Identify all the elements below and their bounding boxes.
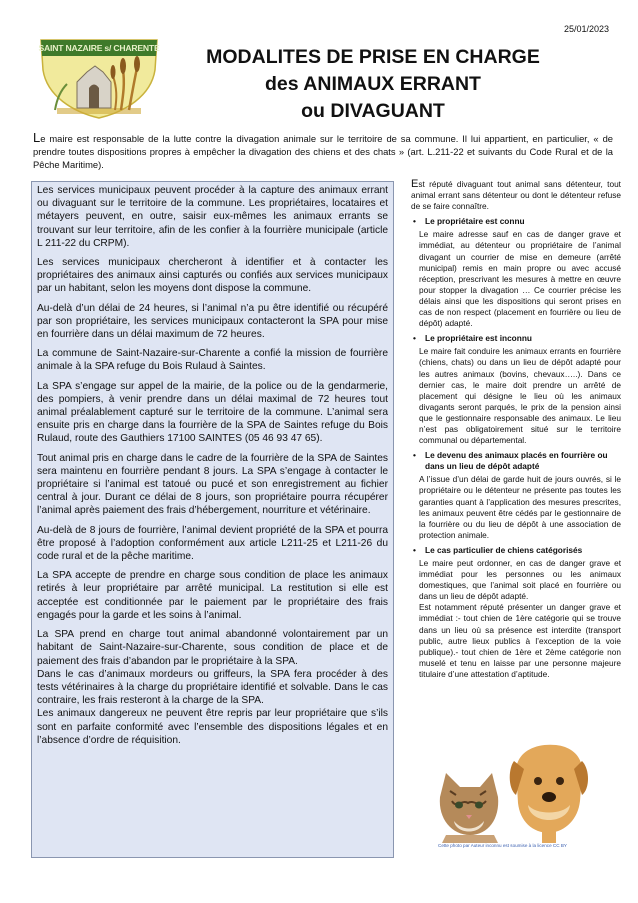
logo-text: SAINT NAZAIRE s/ CHARENTE [38, 43, 160, 53]
procedure-paragraph: Dans le cas d’animaux mordeurs ou griffeurs, la SPA fera procéder à des tests vétérinaires à la charge du propriétaire identifié et solvable. Dans le cas contraire, les frais resteront à la charge de la SPA. [37, 668, 388, 707]
bullet-icon: • [413, 333, 416, 344]
section-text: Le maire peut ordonner, en cas de danger grave et immédiat pour les personnes ou les animaux domestiques, que l’animal soit placé en fourrière ou dans un lieu de dépôt adapté. [419, 558, 621, 602]
bullet-icon: • [413, 544, 416, 555]
procedure-paragraph: La SPA accepte de prendre en charge sous condition de place les animaux retirés à leur propriétaire par arrêté municipal. La restitution si elle est acceptée est conditionnée par le paiement par le propriétaire des frais engagés pour la garde et les soins à l’animal. [37, 570, 388, 621]
section-heading [411, 450, 621, 472]
title-line-3: ou DIVAGUANT [301, 100, 445, 122]
procedure-paragraph: Les services municipaux chercheront à identifier et à contacter les propriétaires des animaux ainsi capturés ou confiés aux services municipaux par un habitant, selon les moyens dont dispose la commune. [37, 257, 388, 295]
section-text: Le maire fait conduire les animaux errants en fourrière (chiens, chats) ou dans un lieu de dépôt adapté pour les autres animaux (bovins, chevaux…..). Dans ce dernier cas, le maire doit prendre un arrêté de placement qui désigne le lieu où les animaux divagants seront parqués, le prix de la pension ainsi que le gestionnaire responsable des animaux. Le lieu n’est pas obligatoirement situé sur le territoire communal ou départemental. [419, 346, 621, 446]
title-line-1: MODALITES DE PRISE EN CHARGE [206, 46, 540, 68]
commune-logo [37, 26, 161, 120]
bullet-icon: • [413, 216, 416, 227]
section-heading-text: Le propriétaire est connu [425, 216, 525, 227]
section-text: Le maire adresse sauf en cas de danger grave et immédiat, au détenteur ou propriétaire de l’animal divagant un courrier de mise en demeure (arrêté municipal) remis en main propre ou avec accusé réception, prescrivant les mesures à mettre en œuvre pour stopper la divagation … Ce courrier précise les délais ainsi que les dispositions qui seront prises en cas de non respect (placement en fourrière ou lieu de dépôt) adapté. [419, 229, 621, 329]
title-line-2: des ANIMAUX ERRANT [265, 73, 481, 95]
section-heading-text: Le cas particulier de chiens catégorisés [425, 544, 583, 555]
cat-and-dog-photo [432, 739, 602, 843]
procedure-paragraph: Au-delà de 8 jours de fourrière, l’animal devient propriété de la SPA et pourra être proposé à l’adoption conformément aux article L211-25 et L211-26 du code rural et de la pêche maritime. [37, 524, 388, 563]
section-heading-text: Le propriétaire est inconnu [425, 333, 532, 344]
procedure-paragraph: Tout animal pris en charge dans le cadre de la fourrière de la SPA de Saintes sera maintenu en fourrière pendant 8 jours. La SPA s’engage à contacter le propriétaire si l’animal est tatoué ou pucé et son enregistrement au fichier central à jour. Durant ce délai de 8 jours, son propriétaire pourra récupérer l’animal après paiement des frais d’hébergement, nourriture et vétérinaire. [37, 452, 388, 517]
bullet-icon: • [413, 450, 416, 461]
procedure-paragraph: Au-delà d’un délai de 24 heures, si l’animal n’a pu être identifié ou récupéré par son propriétaire, les services municipaux contacteront la SPA pour mise en fourrière dans un délai maximum de 72 heures. [37, 302, 388, 341]
intro-paragraph [33, 131, 613, 171]
section-text: Est notamment réputé présenter un danger grave et immédiat :- tout chien de 1ère catégorie qui se trouve dans un lieu où sa présence est interdite (transport public, autre lieux publics à l’exception de la voie publique).- tout chien de 1ère et 2ème catégorie non muselé et tenu en laisse par une personne majeure titulaire d’une attestation d’aptitude. [419, 602, 621, 679]
document-date: 25/01/2023 [563, 24, 609, 34]
divagation-definition [411, 179, 621, 212]
photo-credit: Cette photo par Auteur inconnu est soumise à la licence CC BY [438, 843, 567, 848]
intro-drop-letter: L [33, 130, 41, 145]
section-text: A l’issue d’un délai de garde huit de jours ouvrés, si le propriétaire ou le détenteur ne présente pas toutes les garanties quant à l’application des mesures prescrites, les animaux peuvent être cédés par le gestionnaire de la fourrière ou du lieu de dépôt à une association de protection animale. [419, 474, 621, 540]
definition-text: st réputé divaguant tout animal sans détenteur, tout animal errant sans détenteur ou dont le détenteur refuse de se faire connaître. [411, 179, 621, 212]
procedure-paragraph: Les animaux dangereux ne peuvent être repris par leur propriétaire que s’ils sont en parfaite conformité avec l’ensemble des dispositions légales et en l’absence d’ordre de réquisition. [37, 708, 388, 746]
section-heading [411, 216, 621, 227]
divagation-column [411, 179, 621, 684]
procedure-paragraph: Les services municipaux peuvent procéder à la capture des animaux errant ou divaguant sur le territoire de la commune. Les propriétaires, locataires et métayers peuvent, en outre, saisir eux-mêmes les animaux errants se trouvant sur leur territoire, afin de les confier à la fourrière municipale (article L 211-22 du CRPM). [37, 185, 388, 249]
section-heading-text: Le devenu des animaux placés en fourrière ou dans un lieu de dépôt adapté [425, 450, 608, 472]
procedure-paragraph: La SPA s’engage sur appel de la mairie, de la police ou de la gendarmerie, des pompiers, à venir prendre dans un délai maximal de 72 heures tout animal préalablement capturé sur le territoire de la commune. L’animal sera ensuite pris en charge dans la fourrière de la SPA de Saintes refuge du Bois Rulaud, route des Gauthiers 17100 SAINTES (05 46 93 47 65). [37, 380, 388, 445]
spa-procedure-box [31, 181, 394, 858]
definition-drop-letter: E [411, 178, 419, 190]
intro-text: e maire est responsable de la lutte contre la divagation animale sur le territoire de sa commune. Il lui appartient, en particulier, « de prendre toutes dispositions propres à empêcher la divagation des chiens et des chats » (art. L.211-22 et suivants du Code Rural et de la Pêche Maritime). [33, 133, 613, 170]
section-heading [411, 545, 621, 556]
section-heading [411, 333, 621, 344]
procedure-paragraph: La commune de Saint-Nazaire-sur-Charente a confié la mission de fourrière animale à la SPA refuge du Bois Rulaud à Saintes. [37, 348, 388, 373]
procedure-paragraph: La SPA prend en charge tout animal abandonné volontairement par un habitant de Saint-Nazaire-sur-Charente, sous condition de place et de paiement des frais d’abandon par le propriétaire à la SPA. [37, 629, 388, 667]
page-title [168, 44, 578, 125]
